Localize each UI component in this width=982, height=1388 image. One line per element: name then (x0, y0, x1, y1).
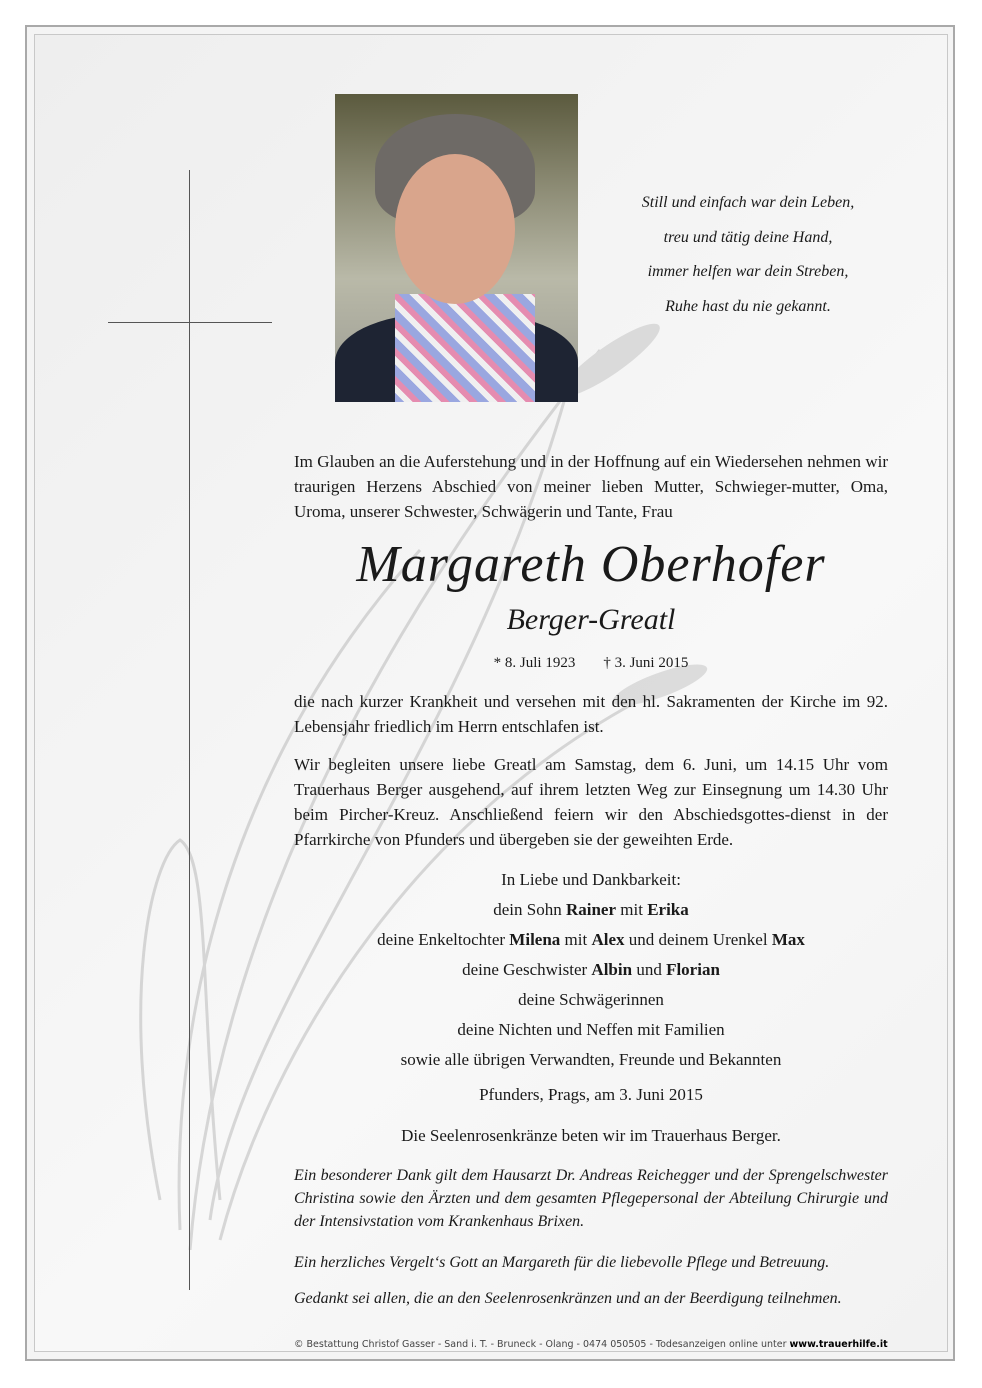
family-heading: In Liebe und Dankbarkeit: (501, 870, 681, 889)
memorial-verse (600, 186, 896, 324)
website-link[interactable]: www.trauerhilfe.it (789, 1339, 888, 1350)
rosary-note: Die Seelenrosenkränze beten wir im Trauerhaus Berger. (401, 1126, 781, 1145)
family-line: sowie alle übrigen Verwandten, Freunde und Bekannten (400, 1050, 782, 1069)
thanks-attendees: Gedankt sei allen, die an den Seelenrosenkränzen und an der Beerdigung teilnehmen. (294, 1290, 842, 1307)
family-line: deine Schwägerinnen (518, 990, 664, 1009)
family-list (294, 865, 888, 1075)
verse-line: Still und einfach war dein Leben, (641, 194, 855, 211)
thanks-doctors: Ein besonderer Dank gilt dem Hausarzt Dr. Andreas Reichegger und der Sprengelschwester Christina sowie den Ärzten und dem gesamten Pflegepersonal der Abteilung Chirurgie und der Intensivstation vom Krankenhaus Brixen. (294, 1167, 888, 1230)
place-date: Pfunders, Prags, am 3. Juni 2015 (479, 1085, 703, 1104)
nickname: Berger-Greatl (506, 603, 676, 636)
family-line: deine Geschwister Albin und Florian (462, 960, 720, 979)
passing-text: die nach kurzer Krankheit und versehen mit den hl. Sakramenten der Kirche im 92. Lebensjahr friedlich im Herrn entschlafen ist. (294, 692, 888, 736)
cross-horizontal-bar (108, 322, 272, 323)
portrait-photo (335, 94, 578, 402)
intro-text: Im Glauben an die Auferstehung und in der Hoffnung auf ein Wiedersehen nehmen wir traurigen Herzens Abschied von meiner lieben Mutter, Schwieger-mutter, Oma, Uroma, unserer Schwester, Schwägerin und Tante, Frau (294, 452, 888, 521)
thanks-care: Ein herzliches Vergelt‘s Gott an Margareth für die liebevolle Pflege und Betreuung. (294, 1254, 830, 1271)
verse-line: treu und tätig deine Hand, (663, 228, 833, 246)
verse-line: Ruhe hast du nie gekannt. (665, 297, 831, 315)
family-line: dein Sohn Rainer mit Erika (493, 900, 689, 919)
life-dates (294, 655, 888, 672)
verse-line: immer helfen war dein Streben, (647, 263, 849, 280)
birth-date: * 8. Juli 1923 (493, 655, 576, 671)
cross-vertical-bar (189, 170, 190, 1290)
family-line: deine Nichten und Neffen mit Familien (457, 1020, 725, 1039)
deceased-name: Margareth Oberhofer (356, 536, 826, 593)
family-line: deine Enkeltochter Milena mit Alex und deinem Urenkel Max (377, 930, 805, 949)
funeral-text: Wir begleiten unsere liebe Greatl am Samstag, dem 6. Juni, um 14.15 Uhr vom Trauerhaus Berger ausgehend, auf ihrem letzten Weg zur Einsegnung um 14.30 Uhr beim Pircher-Kreuz. Anschließend feiern wir den Abschiedsgottes-dienst in der Pfarrkirche von Pfunders und übergeben sie der geweihten Erde. (294, 755, 888, 849)
footer-credit: © Bestattung Christof Gasser - Sand i. T. - Bruneck - Olang - 0474 050505 - Todesanzeigen online unter www.trauerhilfe.it (294, 1339, 888, 1350)
death-date: † 3. Juni 2015 (603, 655, 689, 671)
